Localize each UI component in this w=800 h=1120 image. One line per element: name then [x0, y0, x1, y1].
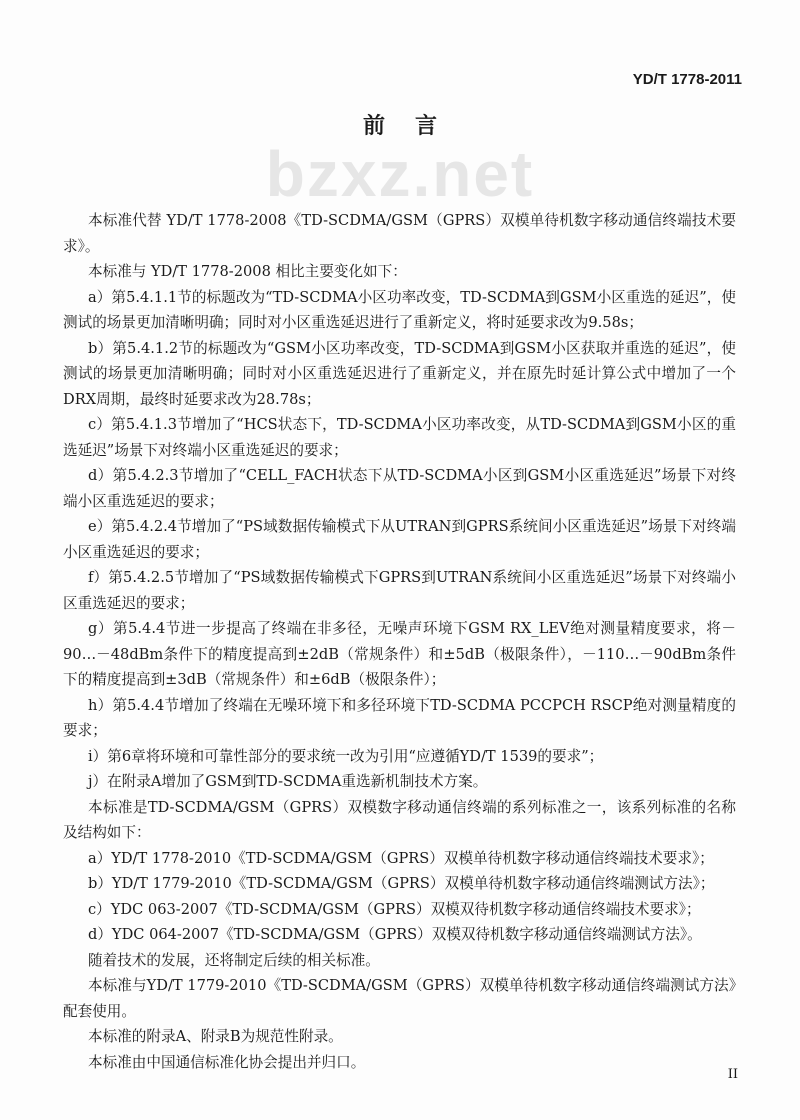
paragraph: 本标准与 YD/T 1778-2008 相比主要变化如下： [88, 263, 407, 280]
paragraph: h）第5.4.4节增加了终端在无噪环境下和多径环境下TD-SCDMA PCCPCH RSCP绝对测量精度的要求； [63, 696, 736, 739]
paragraph: 本标准与YD/T 1779-2010《TD-SCDMA/GSM（GPRS）双模单待机数字移动通信终端测试方法》配套使用。 [63, 977, 736, 1020]
watermark: bzxz.net [265, 146, 535, 202]
paragraph: e）第5.4.2.4节增加了“PS域数据传输模式下从UTRAN到GPRS系统间小区重选延迟”场景下对终端小区重选延迟的要求； [63, 518, 736, 561]
paragraph: g）第5.4.4节进一步提高了终端在非多径，无噪声环境下GSM RX_LEV绝对测量精度要求，将－90…－48dBm条件下的精度提高到±2dB（常规条件）和±5dB（极限条件），－110…－90dBm条件下的精度提高到±3dB（常规条件）和±6dB（极限条件）； [63, 620, 736, 688]
paragraph: b）YD/T 1779-2010《TD-SCDMA/GSM（GPRS）双模单待机数字移动通信终端测试方法》； [88, 875, 715, 892]
paragraph: d）第5.4.2.3节增加了“CELL_FACH状态下从TD-SCDMA小区到GSM小区重选延迟”场景下对终端小区重选延迟的要求； [63, 467, 736, 510]
paragraph: i）第6章将环境和可靠性部分的要求统一改为引用“应遵循YD/T 1539的要求”； [88, 747, 604, 765]
paragraph: 本标准由中国通信标准化协会提出并归口。 [88, 1053, 366, 1071]
paragraph: 随着技术的发展，还将制定后续的相关标准。 [88, 951, 380, 969]
page-number: II [727, 1067, 738, 1082]
paragraph: a）YD/T 1778-2010《TD-SCDMA/GSM（GPRS）双模单待机数字移动通信终端技术要求》； [88, 849, 714, 867]
paragraph: 本标准的附录A、附录B为规范性附录。 [88, 1028, 343, 1045]
paragraph: 本标准是TD-SCDMA/GSM（GPRS）双模数字移动通信终端的系列标准之一，该系列标准的名称及结构如下： [63, 798, 736, 841]
paragraph: a）第5.4.1.1节的标题改为“TD-SCDMA小区功率改变，TD-SCDMA到GSM小区重选的延迟”，使测试的场景更加清晰明确；同时对小区重选延迟进行了重新定义，将时延要求改为9.58s； [63, 288, 736, 331]
paragraph: d）YDC 064-2007《TD-SCDMA/GSM（GPRS）双模双待机数字移动通信终端测试方法》。 [88, 926, 702, 943]
paragraph: c）第5.4.1.3节增加了“HCS状态下，TD-SCDMA小区功率改变，从TD-SCDMA到GSM小区的重选延迟”场景下对终端小区重选延迟的要求； [63, 416, 736, 459]
standard-number: YD/T 1778-2011 [632, 71, 742, 88]
paragraph: c）YDC 063-2007《TD-SCDMA/GSM（GPRS）双模双待机数字移动通信终端技术要求》； [88, 900, 701, 918]
paragraph: b）第5.4.1.2节的标题改为“GSM小区功率改变，TD-SCDMA到GSM小区获取并重选的延迟”，使测试的场景更加清晰明确；同时对小区重选延迟进行了重新定义，并在原先时延计算公式中增加了一个DRX周期，最终时延要求改为28.78s； [63, 339, 736, 408]
page-title: 前言 [362, 113, 467, 139]
paragraph: j）在附录A增加了GSM到TD-SCDMA重选新机制技术方案。 [88, 773, 488, 790]
paragraph: f）第5.4.2.5节增加了“PS域数据传输模式下GPRS到UTRAN系统间小区重选延迟”场景下对终端小区重选延迟的要求； [63, 569, 736, 612]
paragraph: 本标准代替 YD/T 1778-2008《TD-SCDMA/GSM（GPRS）双模单待机数字移动通信终端技术要求》。 [63, 212, 736, 255]
foreword-body [63, 208, 736, 1075]
